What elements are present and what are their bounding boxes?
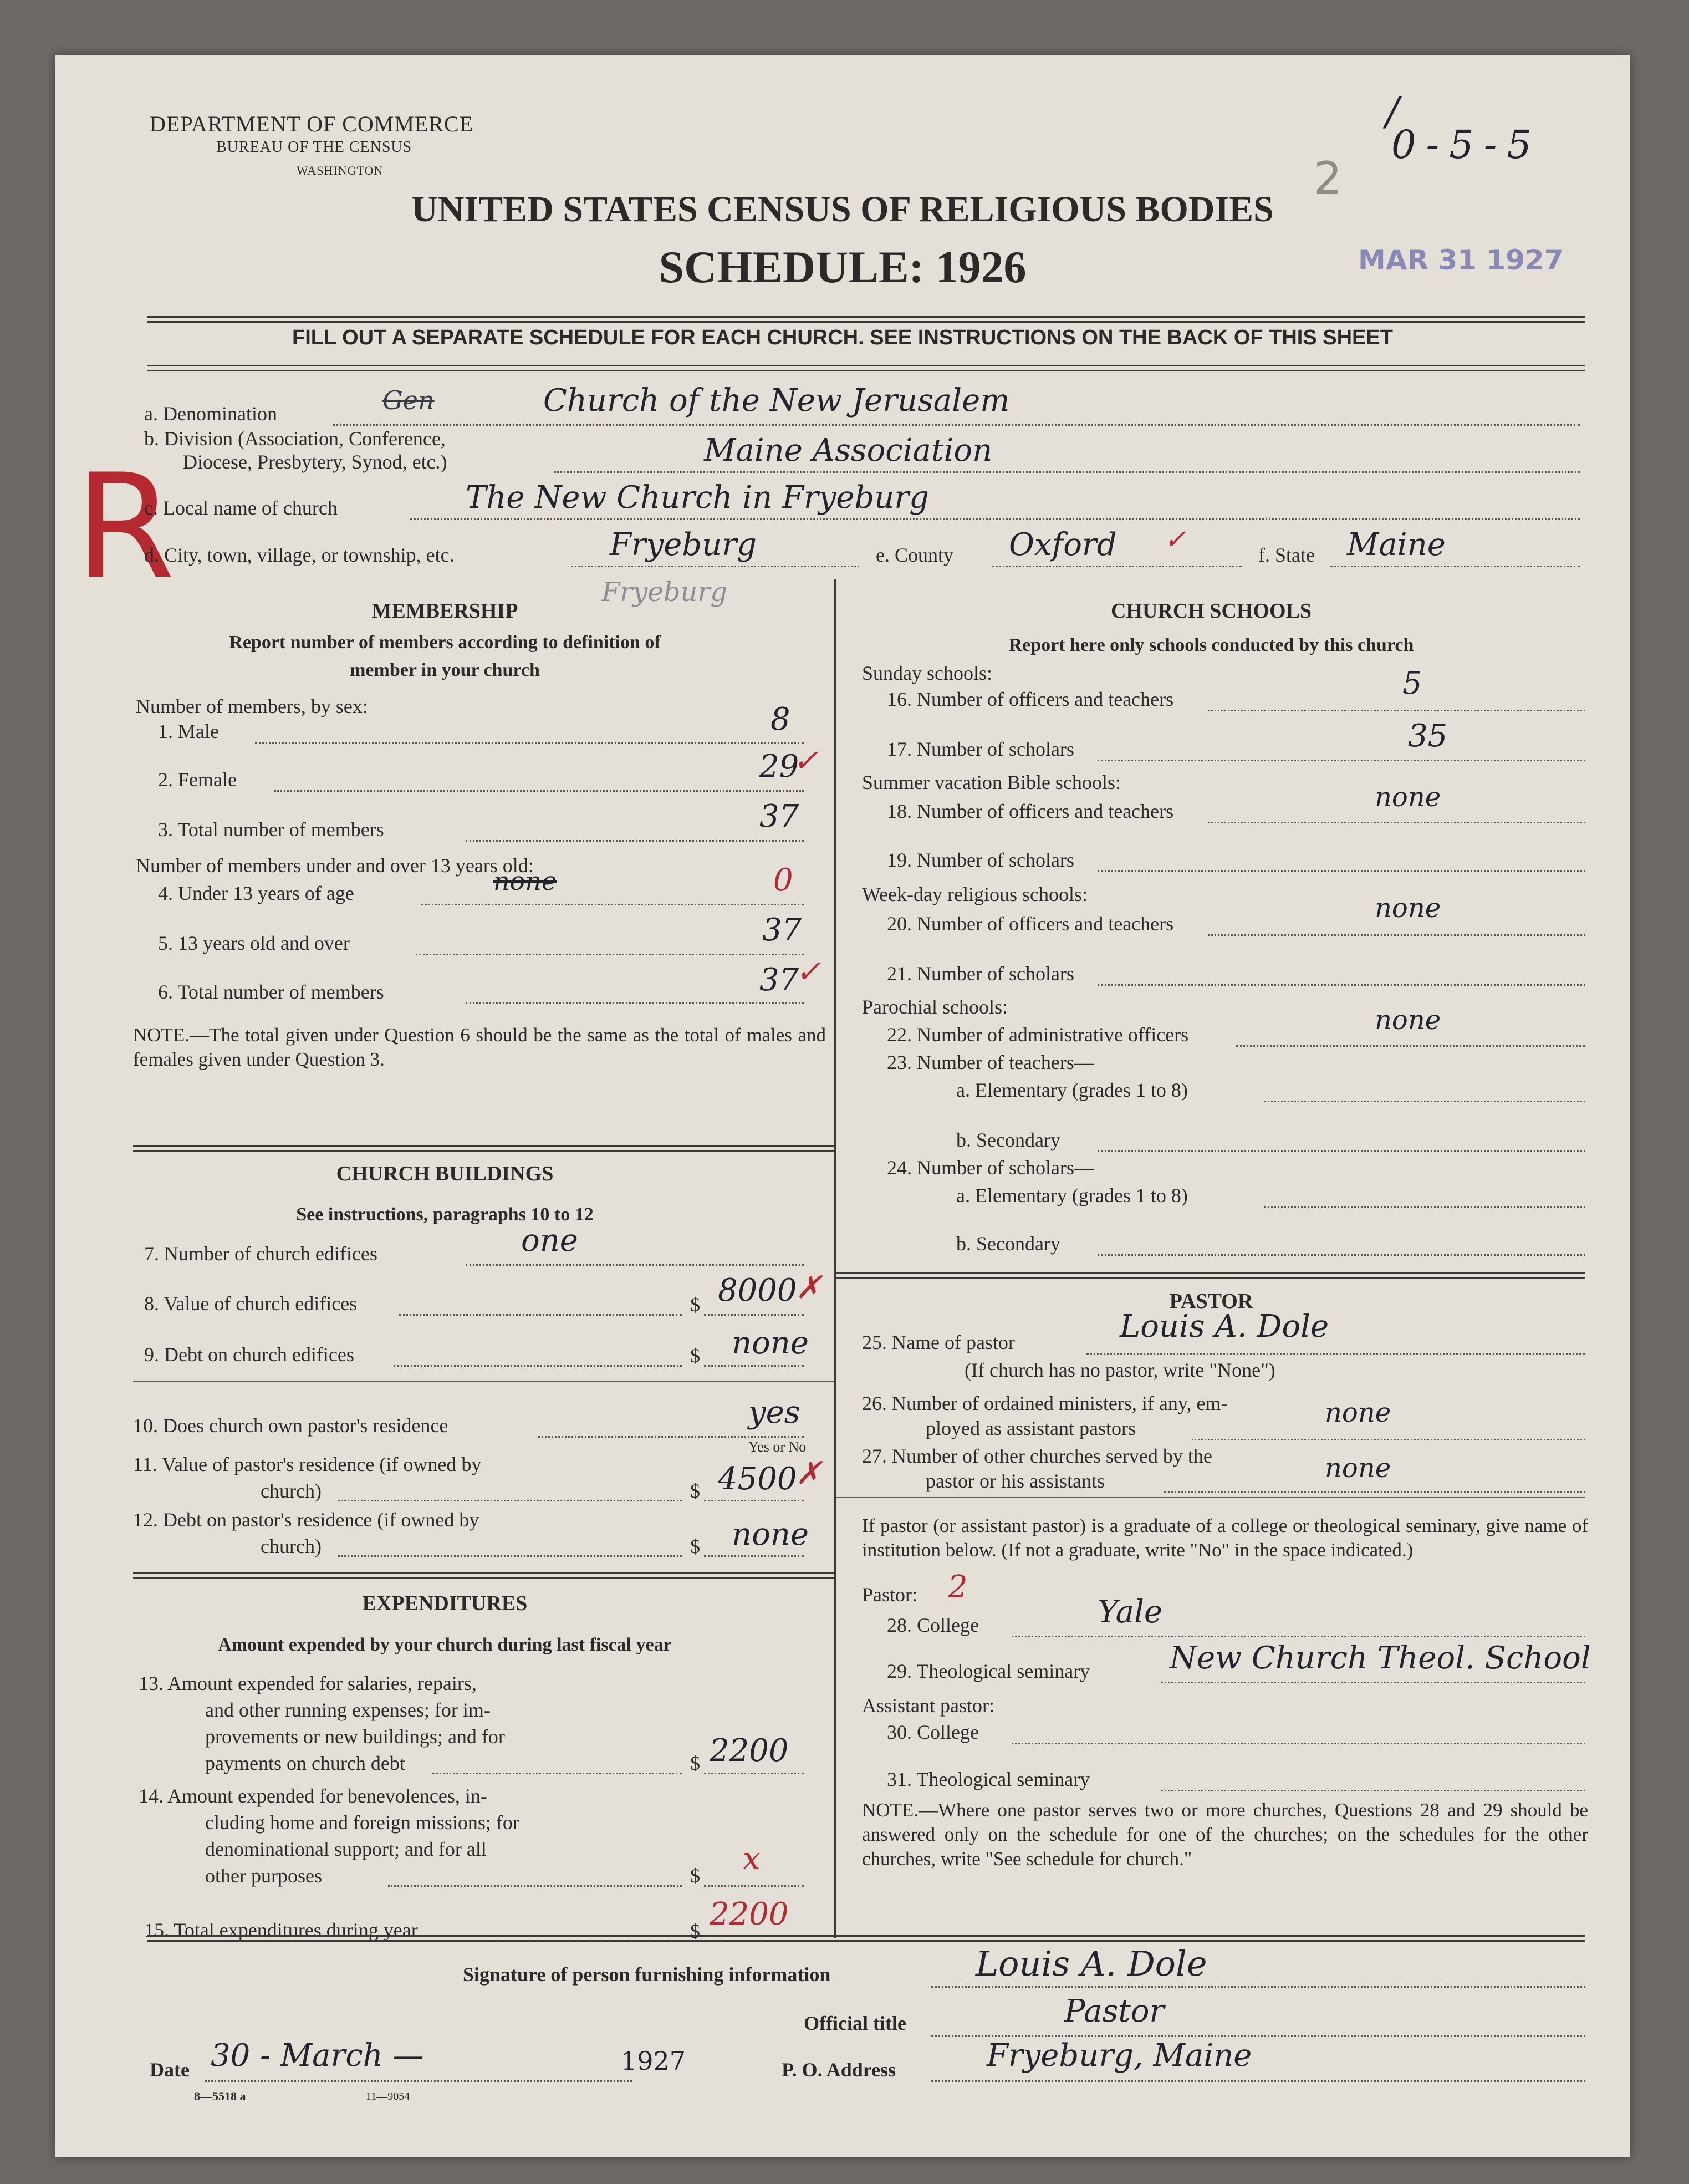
- county-value[interactable]: Oxford: [1009, 527, 1117, 563]
- q12-label-2: church): [261, 1535, 322, 1557]
- pastor-red-mark: 2: [948, 1569, 968, 1605]
- q13-line-3: provements or new buildings; and for: [205, 1725, 505, 1748]
- q29-value[interactable]: New Church Theol. School: [1170, 1640, 1591, 1676]
- q9-rule: [133, 1381, 834, 1382]
- date-year: 1927: [621, 2046, 686, 2076]
- q12-label-1: 12. Debt on pastor's residence (if owned by: [133, 1509, 479, 1531]
- schools-subheading: Report here only schools conducted by this church: [1008, 635, 1414, 655]
- q6-total-value[interactable]: 37: [759, 962, 799, 998]
- denomination-label: a. Denomination: [144, 403, 277, 425]
- pastor-sub-label: Pastor:: [862, 1584, 918, 1606]
- signature-value[interactable]: Louis A. Dole: [976, 1943, 1207, 1984]
- schools-heading: CHURCH SCHOOLS: [1110, 599, 1312, 623]
- county-line: [992, 566, 1242, 567]
- q19-label: 19. Number of scholars: [887, 849, 1074, 871]
- q14-dollar-sign: $: [690, 1865, 700, 1887]
- q10-hint: Yes or No: [748, 1439, 807, 1455]
- q8-dollar-sign: $: [690, 1294, 700, 1316]
- buildings-subheading: See instructions, paragraphs 10 to 12: [296, 1204, 594, 1225]
- q25-label: 25. Name of pastor: [862, 1331, 1015, 1353]
- q14-line-2: cluding home and foreign missions; for: [205, 1811, 519, 1834]
- q4-under13-value[interactable]: 0: [773, 862, 793, 898]
- division-label-1: b. Division (Association, Conference,: [144, 427, 446, 450]
- official-title-label: Official title: [804, 2012, 906, 2034]
- denomination-line: [333, 424, 1580, 426]
- q23a-label: a. Elementary (grades 1 to 8): [956, 1079, 1188, 1101]
- q23-label: 23. Number of teachers—: [887, 1051, 1094, 1073]
- city-value[interactable]: Fryeburg: [610, 527, 757, 563]
- form-title: UNITED STATES CENSUS OF RELIGIOUS BODIES: [411, 189, 1274, 230]
- pastor-note: NOTE.—Where one pastor serves two or more churches, Questions 28 and 29 should be answered only on the schedule for one of the churches; on the schedules for the other churches, write "See schedule for church.": [862, 1799, 1588, 1870]
- membership-end-rule: [133, 1145, 834, 1152]
- official-title-value[interactable]: Pastor: [1064, 1993, 1165, 2029]
- q22-label: 22. Number of administrative officers: [887, 1024, 1189, 1046]
- buildings-end-rule: [133, 1572, 834, 1579]
- summer-schools-label: Summer vacation Bible schools:: [862, 771, 1121, 793]
- banner-double-rule: [147, 365, 1585, 371]
- q26-label-1: 26. Number of ordained ministers, if any, em-: [862, 1392, 1228, 1414]
- county-label: e. County: [876, 544, 953, 566]
- q3-total-value[interactable]: 37: [759, 798, 799, 834]
- division-value[interactable]: Maine Association: [704, 432, 993, 469]
- membership-heading: MEMBERSHIP: [371, 599, 518, 623]
- q4-struck-value: none: [493, 866, 557, 896]
- q1-male-label: 1. Male: [158, 720, 219, 742]
- q22-value[interactable]: none: [1375, 1005, 1441, 1036]
- po-address-label: P. O. Address: [782, 2059, 896, 2081]
- q13-line-1: 13. Amount expended for salaries, repairs,: [139, 1672, 477, 1694]
- division-label-2: Diocese, Presbytery, Synod, etc.): [183, 451, 447, 473]
- q25-value[interactable]: Louis A. Dole: [1120, 1309, 1329, 1345]
- q13-line-4: payments on church debt: [205, 1752, 405, 1774]
- q26-value[interactable]: none: [1325, 1397, 1391, 1428]
- column-divider: [834, 579, 836, 1938]
- red-r-mark: R: [75, 444, 175, 611]
- q14-line-1: 14. Amount expended for benevolences, in-: [139, 1785, 487, 1807]
- q27-label-2: pastor or his assistants: [926, 1470, 1105, 1492]
- q11-value[interactable]: 4500: [718, 1461, 797, 1497]
- q15-dollar-sign: $: [690, 1920, 700, 1942]
- q10-residence-value[interactable]: yes: [748, 1394, 800, 1430]
- faint-city-note: Fryeburg: [601, 577, 728, 608]
- q21-label: 21. Number of scholars: [887, 963, 1074, 985]
- q4-under13-label: 4. Under 13 years of age: [158, 882, 354, 904]
- q18-value[interactable]: none: [1375, 782, 1441, 813]
- q8-value-label: 8. Value of church edifices: [144, 1292, 358, 1315]
- q25-hint: (If church has no pastor, write "None"): [965, 1359, 1275, 1381]
- schedule-title: SCHEDULE: 1926: [659, 242, 1027, 292]
- denomination-value[interactable]: Church of the New Jerusalem: [543, 383, 1010, 419]
- q12-value[interactable]: none: [732, 1516, 809, 1552]
- q9-dollar-sign: $: [690, 1345, 700, 1367]
- q24b-label: b. Secondary: [956, 1233, 1060, 1255]
- state-line: [1330, 566, 1580, 567]
- q5-over13-label: 5. 13 years old and over: [158, 932, 350, 954]
- q27-label-1: 27. Number of other churches served by the: [862, 1445, 1212, 1467]
- pastor-rule: [836, 1497, 1585, 1498]
- state-value[interactable]: Maine: [1347, 527, 1446, 563]
- q9-debt-label: 9. Debt on church edifices: [144, 1343, 354, 1366]
- membership-subheading-2: member in your church: [350, 660, 540, 680]
- stamp-number: 2: [1314, 152, 1342, 204]
- q11-label-1: 11. Value of pastor's residence (if owned by: [133, 1453, 482, 1475]
- census-form-sheet: DEPARTMENT OF COMMERCE BUREAU OF THE CENSUS WASHINGTON UNITED STATES CENSUS OF RELIGIOUS BODIES SCHEDULE: 1926 / 0-5-5 MAR 31 1927 2 FILL OUT A SEPARATE SCHEDULE FOR EACH CHURCH. SEE INSTRUCTIONS ON THE BACK OF THIS SHEET R a. Denomination Gen Church of the New Jerusalem b. Division (Association, Conference, Diocese, Presbytery, Synod, etc.) Maine Association c. Local name of church The New Church in Fryeburg d. City, town, village, or township, etc. Fryeburg e. County Oxford ✓ f. State Maine MEMBERSHIP Fryeburg Report number of members according to definition of member in your church Number of members, by sex: 1. Male 8 2. Female 29 ✓ 3. Total number of members 37 Number of members under and over 13 years old: 4. Under 13 years of age none 0 5. 13 years old and over 37 6. Total number of members 37 ✓ NOTE.—The total given under Question 6 should be the same as the total of males and females given under Question 3. CHURCH BUILDINGS See instructions, paragraphs 10 to 12 7. Number of church edifices one 8. Value of church edifices $ 8000 ✗ 9. Debt on church edifices $ none 10. Does church own pastor's residence yes Yes or No 11. Value of pastor's residence (if owned by church) $ 4500 ✗ 12. Debt on pastor's residence (if owned by church) $ none EXPENDITURES Amount expended by your church during last fiscal year 13. Amount expended for salaries, repairs, and other running expenses; for im- provements or new buildings; and for payments on church debt $ 2200 14. Amount expended for benevolences, in- cluding home and foreign missions; for denominational support; and for all other purposes $ x 15. Total expenditures during year $ 2200 CHURCH SCHOOLS Report here only schools conducted by this church Sunday schools: 16. Number of officers and teachers 5 17. Number of scholars 35 Summer vacation Bible schools: 18. Number of officers and teachers none 19. Number of scholars Week-day religious schools: 20. Number of officers and teachers none 21. Number of scholars Parochial schools: 22. Number of administrative officers none 23. Number of teachers— a. Elementary (grades 1 to 8) b. Secondary 24. Number of scholars— a. Elementary (grades 1 to 8) b. Secondary PASTOR 25. Name of pastor Louis A. Dole (If church has no pastor, write "None") 26. Number of ordained ministers, if any, em- ployed as assistant pastors none 27. Number of other churches served by the pastor or his assistants none If pastor (or assistant pastor) is a graduate of a college or theological seminary, give name of institution below. (If not a graduate, write "No" in the space indicated.) Pastor: 2 28. College Yale 29. Theological seminary New Church Theol. School Assistant pastor: 30. College 31. Theological seminary NOTE.—Where one pastor serves two or more churches, Questions 28 and 29 should be answered only on the schedule for one of the churches; on the schedules for the other churches, write "See schedule for church." Signature of person furnishing information Louis A. Dole Official title Pastor Date 30 - March — 1927 P. O. Address Fryeburg, Maine 8—5518 a 11—9054: [55, 55, 1630, 2157]
- q26-label-2: ployed as assistant pastors: [926, 1417, 1136, 1439]
- corner-check-mark: /: [1386, 89, 1399, 134]
- q3-total-label: 3. Total number of members: [158, 818, 384, 841]
- q30-label: 30. College: [887, 1721, 979, 1743]
- form-number: 8—5518 a: [194, 2089, 246, 2103]
- q28-label: 28. College: [887, 1614, 979, 1636]
- signature-label: Signature of person furnishing information: [463, 1963, 831, 1986]
- q2-female-value[interactable]: 29: [759, 749, 799, 785]
- q8-value[interactable]: 8000: [718, 1272, 797, 1309]
- sunday-schools-label: Sunday schools:: [862, 662, 993, 684]
- q15-total-value[interactable]: 2200: [710, 1896, 789, 1932]
- q24a-label: a. Elementary (grades 1 to 8): [956, 1184, 1188, 1206]
- instruction-banner: FILL OUT A SEPARATE SCHEDULE FOR EACH CHURCH. SEE INSTRUCTIONS ON THE BACK OF THIS SHEET: [292, 326, 1393, 349]
- weekday-schools-label: Week-day religious schools:: [862, 883, 1088, 905]
- q18-label: 18. Number of officers and teachers: [887, 800, 1174, 822]
- q2-female-label: 2. Female: [158, 768, 237, 791]
- q16-value[interactable]: 5: [1402, 665, 1422, 701]
- membership-note: NOTE.—The total given under Question 6 should be the same as the total of males and females given under Question 3.: [133, 1024, 826, 1070]
- city-label: d. City, town, village, or township, etc.: [144, 544, 455, 566]
- members-by-sex-label: Number of members, by sex:: [136, 695, 368, 717]
- department-heading: DEPARTMENT OF COMMERCE: [150, 111, 474, 136]
- q20-label: 20. Number of officers and teachers: [887, 913, 1174, 935]
- city-heading: WASHINGTON: [297, 164, 384, 177]
- division-line: [554, 471, 1580, 473]
- top-double-rule: [147, 316, 1585, 323]
- q11-label-2: church): [261, 1480, 322, 1502]
- parochial-schools-label: Parochial schools:: [862, 996, 1008, 1018]
- q7-edifices-value[interactable]: one: [521, 1223, 578, 1259]
- q28-value[interactable]: Yale: [1098, 1594, 1163, 1630]
- q14-value[interactable]: x: [743, 1841, 761, 1877]
- q23b-label: b. Secondary: [956, 1129, 1060, 1151]
- q1-male-value[interactable]: 8: [770, 701, 790, 737]
- graduate-note: If pastor (or assistant pastor) is a graduate of a college or theological seminary, give name of institution below. (If not a graduate, write "No" in the space indicated.): [862, 1515, 1588, 1561]
- q13-dollar-sign: $: [690, 1752, 700, 1774]
- bureau-heading: BUREAU OF THE CENSUS: [216, 139, 412, 156]
- state-label: f. State: [1258, 544, 1315, 566]
- footer-double-rule: [147, 1935, 1585, 1942]
- local-name-value[interactable]: The New Church in Fryeburg: [466, 480, 929, 516]
- q12-dollar-sign: $: [690, 1535, 700, 1557]
- received-date-stamp: MAR 31 1927: [1358, 244, 1564, 276]
- q27-value[interactable]: none: [1325, 1453, 1391, 1484]
- date-value[interactable]: 30 - March —: [211, 2038, 424, 2074]
- local-name-label: c. Local name of church: [144, 497, 338, 519]
- po-address-value[interactable]: Fryeburg, Maine: [987, 2038, 1252, 2074]
- buildings-heading: CHURCH BUILDINGS: [336, 1162, 554, 1185]
- local-name-line: [410, 518, 1580, 520]
- membership-subheading-1: Report number of members according to definition of: [229, 632, 661, 653]
- q20-value[interactable]: none: [1375, 893, 1441, 924]
- q10-residence-label: 10. Does church own pastor's residence: [133, 1414, 448, 1437]
- q16-label: 16. Number of officers and teachers: [887, 688, 1174, 710]
- q9-debt-value[interactable]: none: [732, 1325, 809, 1361]
- q17-value[interactable]: 35: [1408, 718, 1448, 754]
- q17-label: 17. Number of scholars: [887, 738, 1074, 760]
- members-by-age-label: Number of members under and over 13 years old:: [136, 854, 534, 877]
- schools-end-rule: [836, 1272, 1585, 1279]
- print-number: 11—9054: [366, 2090, 410, 2102]
- q5-over13-value[interactable]: 37: [762, 912, 802, 948]
- q29-label: 29. Theological seminary: [887, 1660, 1090, 1682]
- q31-label: 31. Theological seminary: [887, 1768, 1090, 1790]
- pastor-heading: PASTOR: [1169, 1290, 1253, 1313]
- q14-line-4: other purposes: [205, 1865, 322, 1887]
- q7-edifices-label: 7. Number of church edifices: [144, 1243, 377, 1265]
- date-label: Date: [150, 2059, 190, 2081]
- expenditures-subheading: Amount expended by your church during last fiscal year: [218, 1635, 672, 1655]
- q15-total-label: 15. Total expenditures during year: [144, 1919, 418, 1941]
- assistant-pastor-label: Assistant pastor:: [862, 1694, 994, 1717]
- expenditures-heading: EXPENDITURES: [362, 1592, 528, 1615]
- q24-label: 24. Number of scholars—: [887, 1157, 1094, 1179]
- q11-dollar-sign: $: [690, 1480, 700, 1502]
- q6-total-label: 6. Total number of members: [158, 981, 384, 1003]
- q13-line-2: and other running expenses; for im-: [205, 1699, 491, 1721]
- q13-value[interactable]: 2200: [710, 1733, 789, 1769]
- corner-code: 0-5-5: [1391, 122, 1542, 167]
- q14-line-3: denominational support; and for all: [205, 1838, 487, 1860]
- city-line: [571, 566, 859, 567]
